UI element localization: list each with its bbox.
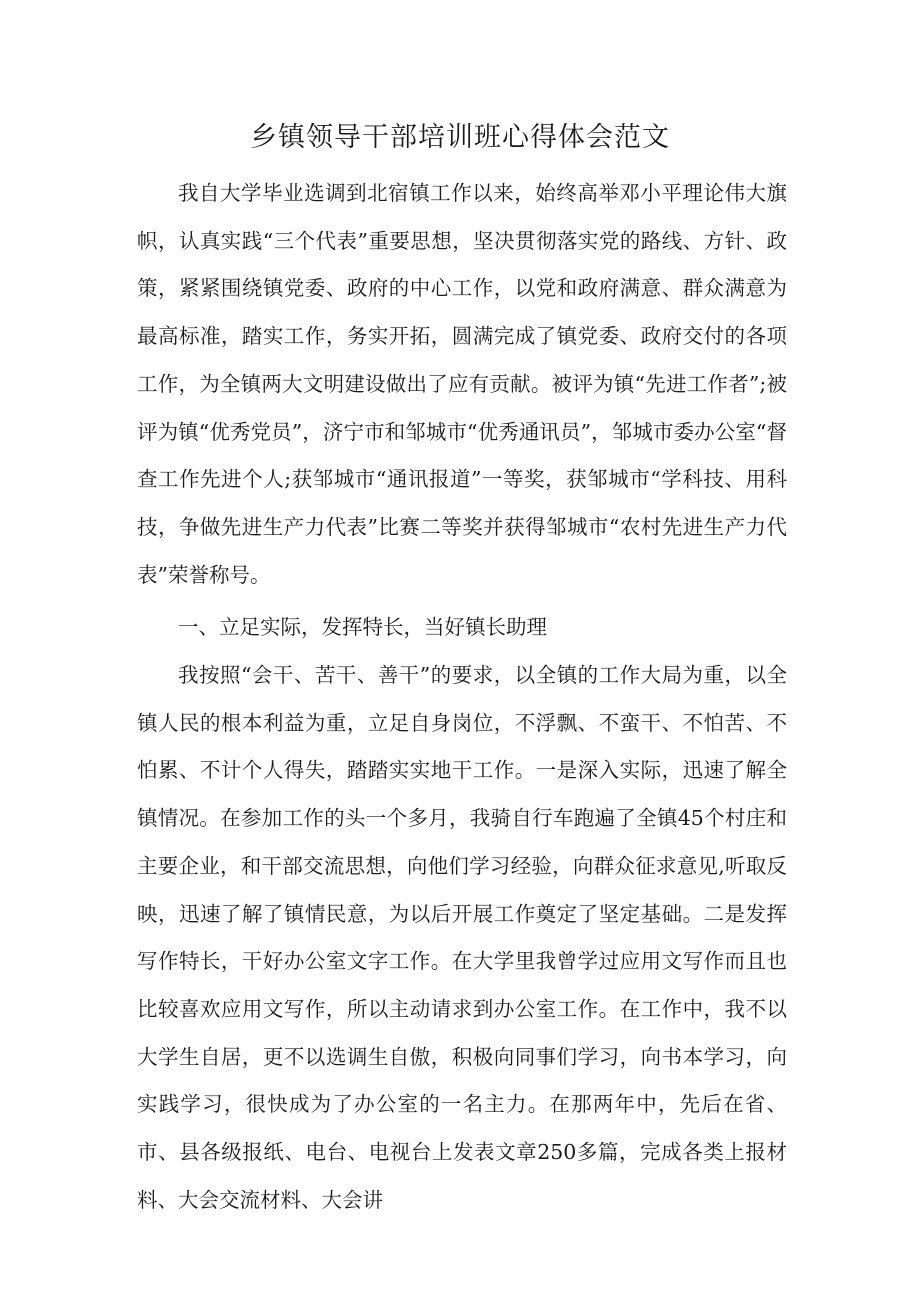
document-body bbox=[137, 170, 787, 1224]
paragraph-intro: 我自大学毕业选调到北宿镇工作以来，始终高举邓小平理论伟大旗帜，认真实践“三个代表”重要思想，坚决贯彻落实党的路线、方针、政策，紧紧围绕镇党委、政府的中心工作，以党和政府满意、群众满意为最高标准，踏实工作，务实开拓，圆满完成了镇党委、政府交付的各项工作，为全镇两大文明建设做出了应有贡献。被评为镇“先进工作者”;被评为镇“优秀党员”，济宁市和邹城市“优秀通讯员”，邹城市委办公室“督查工作先进个人;获邹城市“通讯报道”一等奖，获邹城市“学科技、用科技，争做先进生产力代表”比赛二等奖并获得邹城市“农村先进生产力代表”荣誉称号。 bbox=[137, 181, 787, 587]
document-title: 乡镇领导干部培训班心得体会范文 bbox=[250, 122, 670, 153]
paragraph-section-1: 我按照“会干、苦干、善干”的要求，以全镇的工作大局为重，以全镇人民的根本利益为重，立足自身岗位，不浮飘、不蛮干、不怕苦、不怕累、不计个人得失，踏踏实实地干工作。一是深入实际，迅速了解全镇情况。在参加工作的头一个多月，我骑自行车跑遍了全镇45个村庄和主要企业，和干部交流思想，向他们学习经验，向群众征求意见,听取反映，迅速了解了镇情民意，为以后开展工作奠定了坚定基础。二是发挥写作特长，干好办公室文字工作。在大学里我曾学过应用文写作而且也比较喜欢应用文写作，所以主动请求到办公室工作。在工作中，我不以大学生自居，更不以选调生自傲，积极向同事们学习，向书本学习，向实践学习，很快成为了办公室的一名主力。在那两年中，先后在省、市、县各级报纸、电台、电视台上发表文章250多篇，完成各类上报材料、大会交流材料、大会讲 bbox=[137, 663, 787, 1212]
section-heading-1: 一、立足实际，发挥特长，当好镇长助理 bbox=[178, 615, 547, 640]
